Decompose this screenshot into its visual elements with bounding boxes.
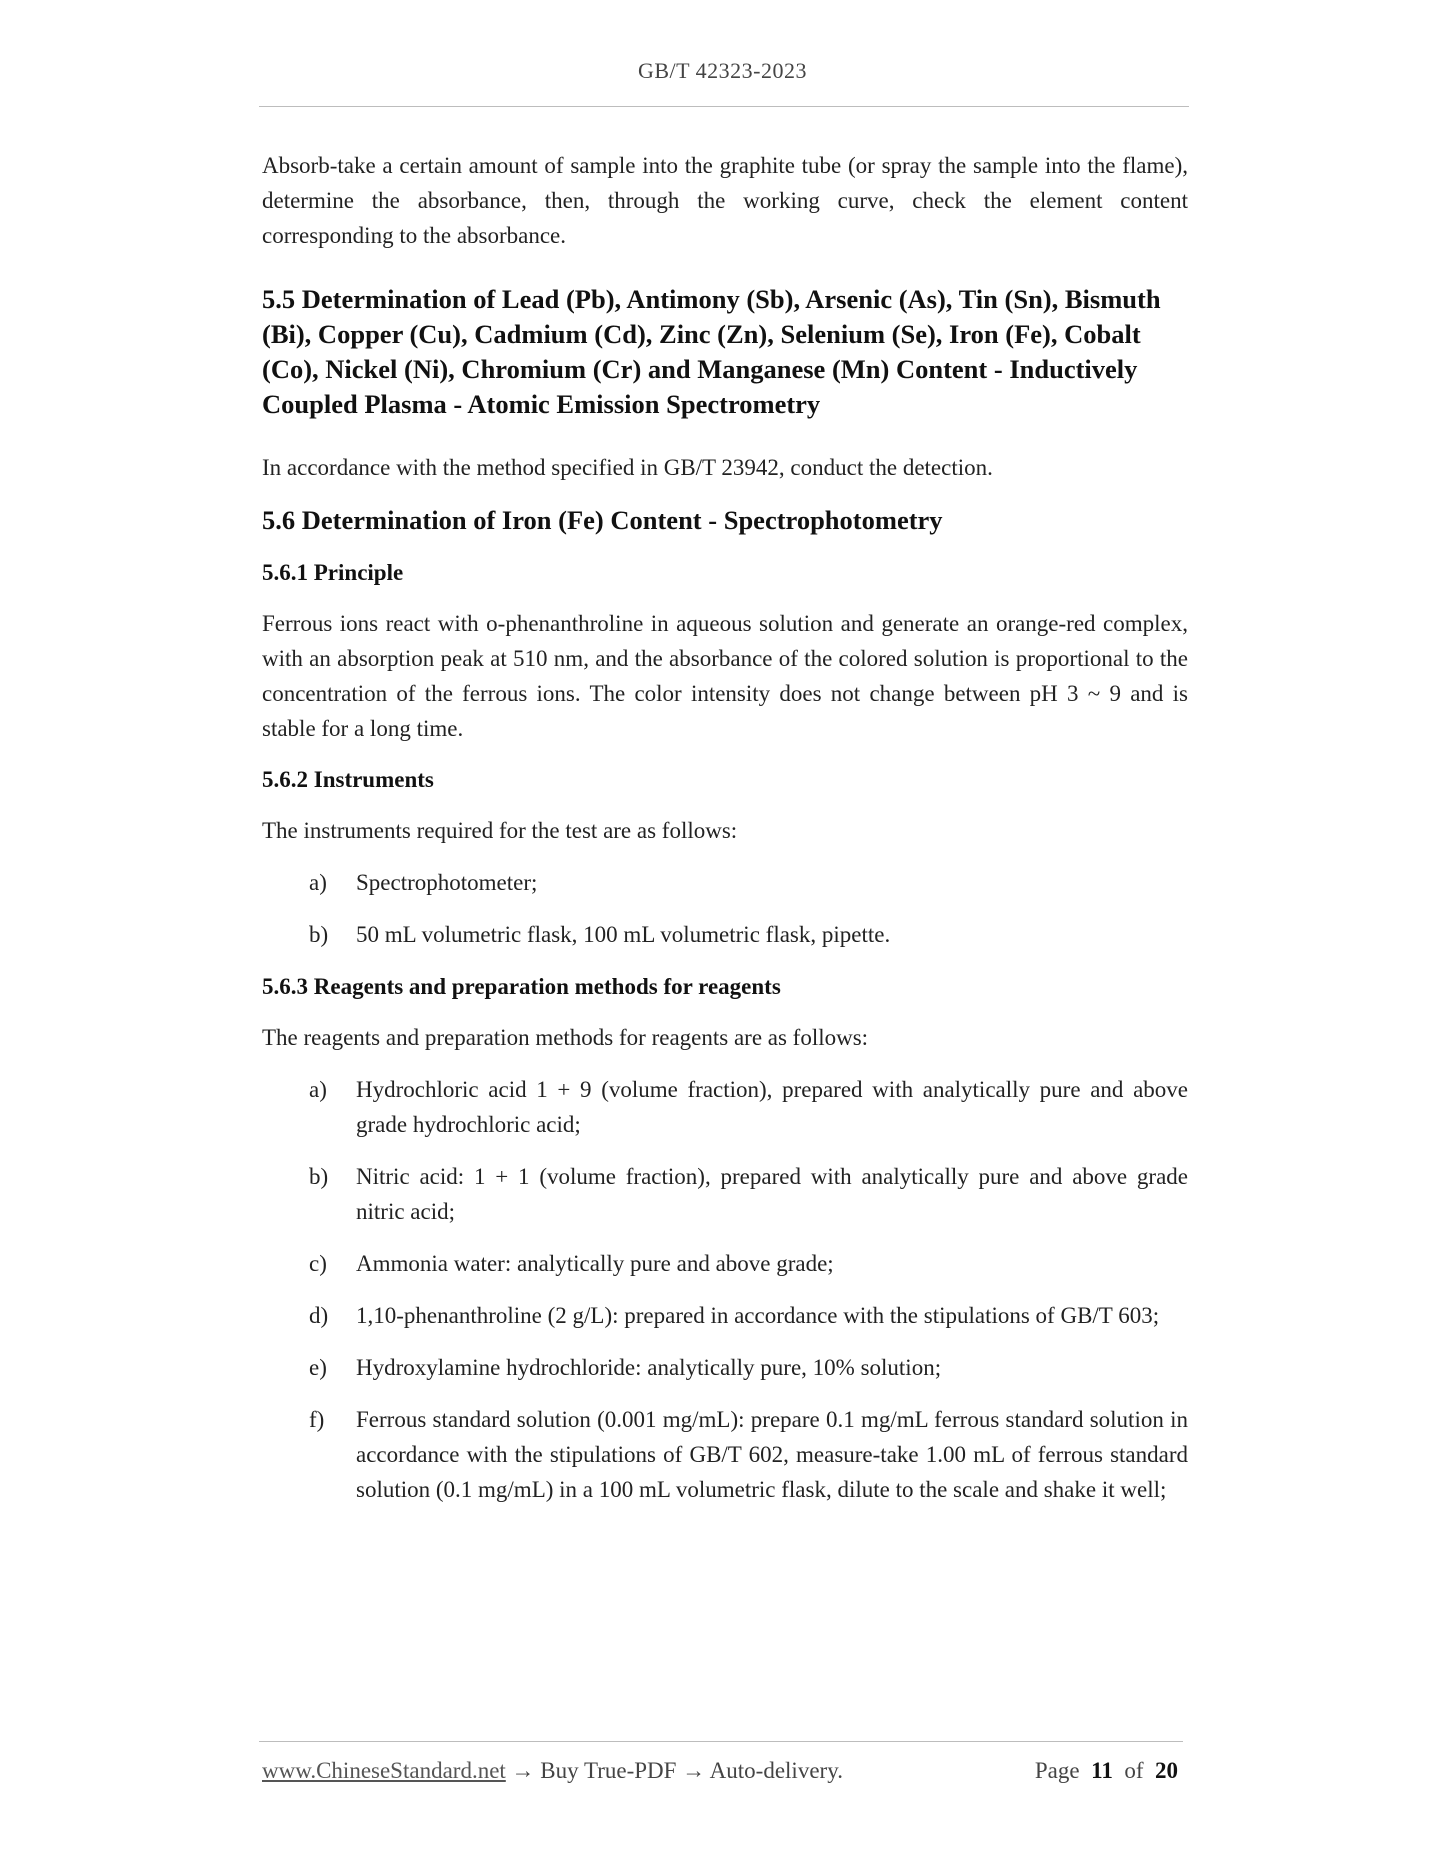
section-5-6-heading: 5.6 Determination of Iron (Fe) Content - Spectrophotometry	[262, 505, 943, 535]
section-5-6-1-heading: 5.6.1 Principle	[262, 560, 404, 585]
intro-paragraph: Absorb-take a certain amount of sample into the graphite tube (or spray the sample into the flame), determine the absorbance, then, through the working curve, check the element content corresponding to the absorbance.	[262, 153, 1188, 248]
list-item	[262, 917, 1188, 952]
list-marker: b)	[309, 1164, 329, 1189]
section-5-6-2-heading: 5.6.2 Instruments	[262, 767, 434, 792]
of-label: of	[1124, 1758, 1144, 1783]
list-marker: f)	[309, 1407, 325, 1432]
list-item-text: Hydroxylamine hydrochloride: analytically pure, 10% solution;	[356, 1355, 942, 1380]
list-item	[262, 1246, 1188, 1281]
running-header: GB/T 42323-2023	[637, 58, 808, 83]
list-item-text: Spectrophotometer;	[356, 870, 538, 895]
list-marker: b)	[309, 922, 329, 947]
list-item-text: 1,10-phenanthroline (2 g/L): prepared in accordance with the stipulations of GB/T 603;	[356, 1303, 1160, 1328]
section-5-5-text: In accordance with the method specified in GB/T 23942, conduct the detection.	[262, 455, 993, 480]
total-pages: 20	[1155, 1758, 1178, 1783]
section-5-6-2-text: The instruments required for the test are as follows:	[262, 818, 738, 843]
list-item-text: Hydrochloric acid 1 + 9 (volume fraction), prepared with analytically pure and above grade hydrochloric acid;	[356, 1077, 1188, 1137]
header-divider	[259, 106, 1189, 107]
list-item	[262, 1350, 1188, 1385]
section-5-5-heading: 5.5 Determination of Lead (Pb), Antimony (Sb), Arsenic (As), Tin (Sn), Bismuth (Bi), Copper (Cu), Cadmium (Cd), Zinc (Zn), Selenium (Se), Iron (Fe), Cobalt (Co), Nickel (Ni), Chromium (Cr) and Manganese (Mn) Content - Inductively Coupled Plasma - Atomic Emission Spectrometry	[262, 284, 1161, 419]
list-item-text: 50 mL volumetric flask, 100 mL volumetric flask, pipette.	[356, 922, 891, 947]
list-marker: a)	[309, 870, 327, 895]
list-item-text: Nitric acid: 1 + 1 (volume fraction), prepared with analytically pure and above grade nitric acid;	[356, 1164, 1188, 1224]
page-counter	[1035, 1758, 1178, 1784]
page-label: Page	[1034, 1758, 1080, 1783]
page-number: 11	[1091, 1758, 1113, 1783]
buy-text: Buy True-PDF	[540, 1758, 677, 1783]
arrow-right-icon: →	[682, 1758, 706, 1783]
delivery-text: Auto-delivery.	[709, 1758, 843, 1783]
section-5-6-3-text: The reagents and preparation methods for reagents are as follows:	[262, 1025, 869, 1050]
list-item	[262, 1072, 1188, 1142]
list-item	[262, 1159, 1188, 1229]
list-marker: a)	[309, 1077, 327, 1102]
list-marker: c)	[309, 1251, 327, 1276]
footer-divider	[259, 1741, 1183, 1742]
list-item-text: Ammonia water: analytically pure and above grade;	[356, 1251, 834, 1276]
section-5-6-3-heading: 5.6.3 Reagents and preparation methods for reagents	[262, 974, 781, 999]
list-item	[262, 865, 1188, 900]
page-footer	[262, 1758, 1182, 1792]
list-item-text: Ferrous standard solution (0.001 mg/mL): prepare 0.1 mg/mL ferrous standard solution in accordance with the stipulations of GB/T 602, measure-take 1.00 mL of ferrous standard solution (0.1 mg/mL) in a 100 mL volumetric flask, dilute to the scale and shake it well;	[356, 1407, 1188, 1502]
section-5-6-1-text: Ferrous ions react with o-phenanthroline in aqueous solution and generate an orange-red complex, with an absorption peak at 510 nm, and the absorbance of the colored solution is proportional to the concentration of the ferrous ions. The color intensity does not change between pH 3 ~ 9 and is stable for a long time.	[262, 611, 1188, 741]
footer-promo	[262, 1758, 843, 1784]
list-item	[262, 1298, 1188, 1333]
list-item	[262, 1402, 1188, 1507]
arrow-right-icon: →	[511, 1758, 535, 1783]
list-marker: e)	[309, 1355, 327, 1380]
page-body	[262, 148, 1188, 1507]
site-link[interactable]: www.ChineseStandard.net	[262, 1758, 506, 1783]
list-marker: d)	[309, 1303, 329, 1328]
